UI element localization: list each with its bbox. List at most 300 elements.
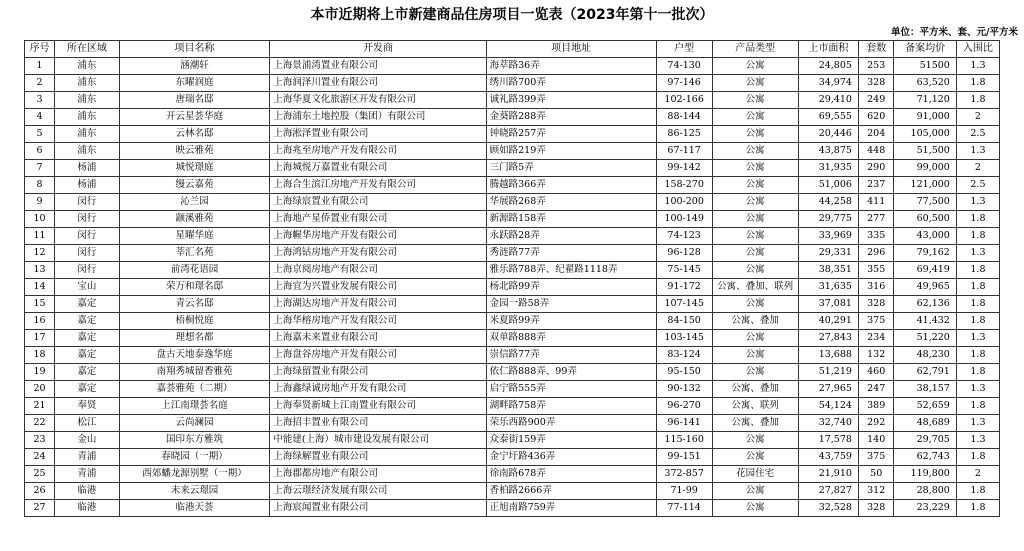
- table-row: [25, 228, 1000, 245]
- cell-address: 金葵路288弄: [486, 109, 656, 126]
- cell-unit-type: 99-142: [656, 160, 712, 177]
- cell-units: 253: [858, 58, 894, 75]
- cell-address: 米夏路99弄: [486, 313, 656, 330]
- cell-district: 闵行: [55, 228, 120, 245]
- cell-unit-type: 99-151: [656, 449, 712, 466]
- cell-product-type: 公寓: [712, 330, 798, 347]
- cell-units: 375: [858, 449, 894, 466]
- cell-index: 9: [25, 194, 55, 211]
- unit-note: 单位：平方米、套、元/平方米: [891, 27, 1018, 38]
- cell-district: 嘉定: [55, 347, 120, 364]
- cell-index: 16: [25, 313, 55, 330]
- cell-unit-type: 77-114: [656, 500, 712, 517]
- table-row: [25, 245, 1000, 262]
- cell-avg-price: 28,800: [894, 483, 956, 500]
- table-row: [25, 194, 1000, 211]
- cell-product-type: 公寓: [712, 126, 798, 143]
- cell-project-name: 云尚澜园: [119, 415, 270, 432]
- cell-district: 浦东: [55, 143, 120, 160]
- cell-unit-type: 74-130: [656, 58, 712, 75]
- cell-ratio: 2: [956, 109, 999, 126]
- cell-project-name: 前湾花语园: [119, 262, 270, 279]
- table-row: [25, 466, 1000, 483]
- cell-units: 389: [858, 398, 894, 415]
- cell-address: 三门路5弄: [486, 160, 656, 177]
- cell-developer: 上海京阅房地产有限公司: [270, 262, 486, 279]
- cell-area: 40,291: [798, 313, 858, 330]
- cell-avg-price: 29,705: [894, 432, 956, 449]
- header-cell: 上市面积: [798, 41, 858, 58]
- cell-ratio: 1.3: [956, 245, 999, 262]
- cell-project-name: 梧桐悦庭: [119, 313, 270, 330]
- cell-address: 湖畔路758弄: [486, 398, 656, 415]
- cell-project-name: 颛溪雅苑: [119, 211, 270, 228]
- cell-unit-type: 97-146: [656, 75, 712, 92]
- cell-ratio: 1.8: [956, 347, 999, 364]
- cell-index: 4: [25, 109, 55, 126]
- cell-developer: 上海兆至房地产开发有限公司: [270, 143, 486, 160]
- cell-address: 金宁圩路436弄: [486, 449, 656, 466]
- cell-developer: 上海绿留置业有限公司: [270, 364, 486, 381]
- cell-project-name: 云林名邸: [119, 126, 270, 143]
- cell-developer: 上海宸闻置业有限公司: [270, 500, 486, 517]
- table-row: [25, 364, 1000, 381]
- cell-unit-type: 96-270: [656, 398, 712, 415]
- cell-area: 38,351: [798, 262, 858, 279]
- cell-unit-type: 88-144: [656, 109, 712, 126]
- cell-index: 8: [25, 177, 55, 194]
- cell-product-type: 公寓: [712, 228, 798, 245]
- header-cell: 项目地址: [486, 41, 656, 58]
- cell-units: 132: [858, 347, 894, 364]
- header-cell: 备案均价: [894, 41, 956, 58]
- cell-project-name: 未来云璟园: [119, 483, 270, 500]
- cell-avg-price: 62,791: [894, 364, 956, 381]
- cell-project-name: 开云星荟华庭: [119, 109, 270, 126]
- cell-product-type: 花园住宅: [712, 466, 798, 483]
- cell-area: 33,969: [798, 228, 858, 245]
- cell-developer: 上海绿解置业有限公司: [270, 449, 486, 466]
- table-row: [25, 330, 1000, 347]
- cell-area: 21,910: [798, 466, 858, 483]
- table-row: [25, 211, 1000, 228]
- cell-index: 14: [25, 279, 55, 296]
- cell-product-type: 公寓: [712, 194, 798, 211]
- cell-unit-type: 83-124: [656, 347, 712, 364]
- cell-avg-price: 119,800: [894, 466, 956, 483]
- cell-unit-type: 90-132: [656, 381, 712, 398]
- cell-avg-price: 121,000: [894, 177, 956, 194]
- table-row: [25, 449, 1000, 466]
- cell-area: 29,410: [798, 92, 858, 109]
- cell-district: 杨浦: [55, 160, 120, 177]
- cell-area: 51,006: [798, 177, 858, 194]
- cell-index: 23: [25, 432, 55, 449]
- cell-address: 崇信路77弄: [486, 347, 656, 364]
- cell-product-type: 公寓、叠加: [712, 415, 798, 432]
- cell-project-name: 南翔秀城留香雅苑: [119, 364, 270, 381]
- cell-unit-type: 91-172: [656, 279, 712, 296]
- cell-product-type: 公寓: [712, 347, 798, 364]
- cell-units: 50: [858, 466, 894, 483]
- cell-ratio: 1.8: [956, 92, 999, 109]
- cell-address: 依仁路888弄、99弄: [486, 364, 656, 381]
- cell-avg-price: 62,136: [894, 296, 956, 313]
- table-row: [25, 75, 1000, 92]
- cell-unit-type: 96-128: [656, 245, 712, 262]
- cell-address: 金园一路58弄: [486, 296, 656, 313]
- cell-address: 香柏路2666弄: [486, 483, 656, 500]
- cell-unit-type: 115-160: [656, 432, 712, 449]
- cell-developer: 上海浦东土地控股（集团）有限公司: [270, 109, 486, 126]
- cell-units: 290: [858, 160, 894, 177]
- table-row: [25, 483, 1000, 500]
- cell-avg-price: 69,419: [894, 262, 956, 279]
- cell-developer: 上海奉贤新城上江南置业有限公司: [270, 398, 486, 415]
- cell-ratio: 1.3: [956, 58, 999, 75]
- cell-ratio: 2.5: [956, 177, 999, 194]
- table-row: [25, 279, 1000, 296]
- cell-project-name: 东曜润庭: [119, 75, 270, 92]
- cell-index: 13: [25, 262, 55, 279]
- cell-index: 25: [25, 466, 55, 483]
- cell-index: 24: [25, 449, 55, 466]
- cell-project-name: 青云名邸: [119, 296, 270, 313]
- cell-developer: 上海合生滨江房地产开发有限公司: [270, 177, 486, 194]
- cell-project-name: 城悦璟庭: [119, 160, 270, 177]
- cell-product-type: 公寓: [712, 245, 798, 262]
- table-row: [25, 313, 1000, 330]
- cell-avg-price: 105,000: [894, 126, 956, 143]
- header-cell: 序号: [25, 41, 55, 58]
- cell-ratio: 1.8: [956, 398, 999, 415]
- cell-area: 29,775: [798, 211, 858, 228]
- cell-district: 浦东: [55, 58, 120, 75]
- cell-district: 浦东: [55, 75, 120, 92]
- cell-unit-type: 158-270: [656, 177, 712, 194]
- cell-area: 54,124: [798, 398, 858, 415]
- cell-units: 234: [858, 330, 894, 347]
- cell-product-type: 公寓: [712, 432, 798, 449]
- cell-unit-type: 100-149: [656, 211, 712, 228]
- cell-project-name: 涵潮轩: [119, 58, 270, 75]
- cell-project-name: 西郊蟠龙源别墅（一期）: [119, 466, 270, 483]
- cell-product-type: 公寓: [712, 92, 798, 109]
- cell-avg-price: 51,500: [894, 143, 956, 160]
- cell-district: 松江: [55, 415, 120, 432]
- cell-ratio: 1.8: [956, 75, 999, 92]
- cell-district: 杨浦: [55, 177, 120, 194]
- cell-district: 闵行: [55, 211, 120, 228]
- cell-district: 宝山: [55, 279, 120, 296]
- cell-avg-price: 63,520: [894, 75, 956, 92]
- cell-units: 296: [858, 245, 894, 262]
- header-row: [25, 41, 1000, 58]
- cell-district: 嘉定: [55, 330, 120, 347]
- cell-index: 15: [25, 296, 55, 313]
- cell-address: 海萃路36弄: [486, 58, 656, 75]
- cell-index: 18: [25, 347, 55, 364]
- cell-avg-price: 41,432: [894, 313, 956, 330]
- cell-units: 411: [858, 194, 894, 211]
- cell-area: 43,759: [798, 449, 858, 466]
- cell-index: 17: [25, 330, 55, 347]
- cell-ratio: 1.8: [956, 313, 999, 330]
- cell-district: 青浦: [55, 466, 120, 483]
- table-row: [25, 347, 1000, 364]
- cell-unit-type: 84-150: [656, 313, 712, 330]
- cell-units: 620: [858, 109, 894, 126]
- cell-address: 启宁路555弄: [486, 381, 656, 398]
- cell-district: 青浦: [55, 449, 120, 466]
- cell-units: 355: [858, 262, 894, 279]
- table-body: [25, 58, 1000, 517]
- cell-avg-price: 60,500: [894, 211, 956, 228]
- header-cell: 入围比: [956, 41, 999, 58]
- cell-unit-type: 74-123: [656, 228, 712, 245]
- cell-units: 448: [858, 143, 894, 160]
- cell-unit-type: 100-200: [656, 194, 712, 211]
- cell-ratio: 2: [956, 466, 999, 483]
- cell-area: 37,081: [798, 296, 858, 313]
- cell-product-type: 公寓、叠加: [712, 313, 798, 330]
- cell-product-type: 公寓: [712, 500, 798, 517]
- cell-district: 嘉定: [55, 296, 120, 313]
- cell-index: 22: [25, 415, 55, 432]
- table-row: [25, 432, 1000, 449]
- cell-unit-type: 75-145: [656, 262, 712, 279]
- cell-project-name: 春晓园（一期）: [119, 449, 270, 466]
- cell-product-type: 公寓、叠加、联列: [712, 279, 798, 296]
- table-row: [25, 500, 1000, 517]
- cell-address: 荣乐西路900弄: [486, 415, 656, 432]
- cell-units: 460: [858, 364, 894, 381]
- cell-address: 永跃路28弄: [486, 228, 656, 245]
- cell-district: 嘉定: [55, 381, 120, 398]
- cell-district: 浦东: [55, 109, 120, 126]
- header-cell: 套数: [858, 41, 894, 58]
- cell-project-name: 映云雅苑: [119, 143, 270, 160]
- cell-avg-price: 99,000: [894, 160, 956, 177]
- table-row: [25, 381, 1000, 398]
- cell-ratio: 1.3: [956, 143, 999, 160]
- cell-ratio: 1.8: [956, 279, 999, 296]
- cell-district: 浦东: [55, 126, 120, 143]
- cell-avg-price: 49,965: [894, 279, 956, 296]
- cell-product-type: 公寓: [712, 143, 798, 160]
- cell-ratio: 1.3: [956, 381, 999, 398]
- cell-address: 秀涟路77弄: [486, 245, 656, 262]
- cell-district: 闵行: [55, 245, 120, 262]
- cell-units: 328: [858, 296, 894, 313]
- cell-developer: 上海城悦万嘉置业有限公司: [270, 160, 486, 177]
- cell-district: 闵行: [55, 262, 120, 279]
- table-row: [25, 160, 1000, 177]
- cell-ratio: 1.3: [956, 432, 999, 449]
- cell-unit-type: 107-145: [656, 296, 712, 313]
- cell-area: 24,805: [798, 58, 858, 75]
- cell-avg-price: 62,743: [894, 449, 956, 466]
- cell-ratio: 1.8: [956, 500, 999, 517]
- cell-address: 正旭南路759弄: [486, 500, 656, 517]
- cell-address: 绣川路700弄: [486, 75, 656, 92]
- cell-area: 43,875: [798, 143, 858, 160]
- cell-project-name: 上江南璟荟名庭: [119, 398, 270, 415]
- cell-avg-price: 52,659: [894, 398, 956, 415]
- housing-projects-table: [24, 40, 1000, 517]
- cell-address: 新源路158弄: [486, 211, 656, 228]
- cell-unit-type: 96-141: [656, 415, 712, 432]
- cell-developer: 上海湖达房地产开发有限公司: [270, 296, 486, 313]
- cell-project-name: 缦云嘉苑: [119, 177, 270, 194]
- cell-units: 312: [858, 483, 894, 500]
- cell-developer: 上海盘谷房地产开发有限公司: [270, 347, 486, 364]
- cell-developer: 上海淞泽置业有限公司: [270, 126, 486, 143]
- cell-address: 华展路268弄: [486, 194, 656, 211]
- cell-ratio: 1.8: [956, 296, 999, 313]
- cell-product-type: 公寓: [712, 364, 798, 381]
- cell-district: 嘉定: [55, 364, 120, 381]
- cell-address: 腾越路366弄: [486, 177, 656, 194]
- cell-address: 诚礼路399弄: [486, 92, 656, 109]
- cell-developer: 上海招丰置业有限公司: [270, 415, 486, 432]
- cell-avg-price: 77,500: [894, 194, 956, 211]
- cell-area: 13,688: [798, 347, 858, 364]
- cell-developer: 上海幄华房地产开发有限公司: [270, 228, 486, 245]
- cell-area: 17,578: [798, 432, 858, 449]
- cell-units: 328: [858, 500, 894, 517]
- table-row: [25, 296, 1000, 313]
- header-cell: 项目名称: [119, 41, 270, 58]
- cell-product-type: 公寓: [712, 262, 798, 279]
- cell-units: 277: [858, 211, 894, 228]
- cell-area: 27,843: [798, 330, 858, 347]
- cell-area: 27,827: [798, 483, 858, 500]
- cell-address: 顾如路219弄: [486, 143, 656, 160]
- cell-product-type: 公寓: [712, 449, 798, 466]
- cell-index: 26: [25, 483, 55, 500]
- header-cell: 产品类型: [712, 41, 798, 58]
- cell-ratio: 2: [956, 160, 999, 177]
- cell-index: 1: [25, 58, 55, 75]
- cell-developer: 上海嘉未来置业有限公司: [270, 330, 486, 347]
- cell-avg-price: 79,162: [894, 245, 956, 262]
- cell-project-name: 盘古天地泰逸华庭: [119, 347, 270, 364]
- cell-address: 杨北路99弄: [486, 279, 656, 296]
- cell-area: 69,555: [798, 109, 858, 126]
- cell-avg-price: 51,220: [894, 330, 956, 347]
- cell-units: 335: [858, 228, 894, 245]
- header-cell: 户型: [656, 41, 712, 58]
- cell-product-type: 公寓、叠加: [712, 381, 798, 398]
- cell-ratio: 1.8: [956, 262, 999, 279]
- cell-district: 嘉定: [55, 313, 120, 330]
- cell-index: 10: [25, 211, 55, 228]
- cell-unit-type: 67-117: [656, 143, 712, 160]
- table-row: [25, 143, 1000, 160]
- cell-developer: 上海云璟经济发展有限公司: [270, 483, 486, 500]
- cell-units: 249: [858, 92, 894, 109]
- cell-area: 51,219: [798, 364, 858, 381]
- cell-developer: 上海华榕房地产开发有限公司: [270, 313, 486, 330]
- cell-area: 29,331: [798, 245, 858, 262]
- cell-address: 钟晓路257弄: [486, 126, 656, 143]
- cell-index: 6: [25, 143, 55, 160]
- cell-developer: 上海润泽川置业有限公司: [270, 75, 486, 92]
- cell-units: 237: [858, 177, 894, 194]
- cell-ratio: 1.8: [956, 364, 999, 381]
- cell-address: 雅乐路788弄、纪翟路1118弄: [486, 262, 656, 279]
- cell-avg-price: 48,230: [894, 347, 956, 364]
- cell-project-name: 理想名都: [119, 330, 270, 347]
- cell-product-type: 公寓、联列: [712, 398, 798, 415]
- cell-units: 204: [858, 126, 894, 143]
- cell-address: 众泰街159弄: [486, 432, 656, 449]
- cell-index: 20: [25, 381, 55, 398]
- cell-area: 27,965: [798, 381, 858, 398]
- cell-index: 2: [25, 75, 55, 92]
- cell-ratio: 1.3: [956, 415, 999, 432]
- cell-index: 3: [25, 92, 55, 109]
- cell-index: 19: [25, 364, 55, 381]
- cell-project-name: 沁兰园: [119, 194, 270, 211]
- cell-area: 31,935: [798, 160, 858, 177]
- cell-product-type: 公寓: [712, 75, 798, 92]
- cell-units: 292: [858, 415, 894, 432]
- cell-index: 12: [25, 245, 55, 262]
- document-title: 本市近期将上市新建商品住房项目一览表（2023年第十一批次）: [310, 7, 714, 23]
- cell-avg-price: 71,120: [894, 92, 956, 109]
- cell-unit-type: 103-145: [656, 330, 712, 347]
- cell-project-name: 莘汇名苑: [119, 245, 270, 262]
- cell-index: 7: [25, 160, 55, 177]
- cell-product-type: 公寓: [712, 109, 798, 126]
- cell-project-name: 嘉荟雅苑（二期）: [119, 381, 270, 398]
- cell-developer: 上海华夏文化旅游区开发有限公司: [270, 92, 486, 109]
- cell-avg-price: 51500: [894, 58, 956, 75]
- cell-avg-price: 38,157: [894, 381, 956, 398]
- cell-index: 27: [25, 500, 55, 517]
- table-row: [25, 177, 1000, 194]
- cell-unit-type: 71-99: [656, 483, 712, 500]
- cell-address: 徐南路678弄: [486, 466, 656, 483]
- cell-area: 34,974: [798, 75, 858, 92]
- cell-developer: 上海鸿钴房地产开发有限公司: [270, 245, 486, 262]
- cell-developer: 上海宜为兴置业发展有限公司: [270, 279, 486, 296]
- table-row: [25, 126, 1000, 143]
- cell-units: 247: [858, 381, 894, 398]
- cell-area: 31,635: [798, 279, 858, 296]
- table-row: [25, 109, 1000, 126]
- cell-district: 临港: [55, 500, 120, 517]
- cell-avg-price: 43,000: [894, 228, 956, 245]
- cell-district: 浦东: [55, 92, 120, 109]
- table-row: [25, 58, 1000, 75]
- cell-area: 44,258: [798, 194, 858, 211]
- cell-district: 奉贤: [55, 398, 120, 415]
- cell-units: 328: [858, 75, 894, 92]
- cell-ratio: 1.3: [956, 330, 999, 347]
- header-cell: 开发商: [270, 41, 486, 58]
- cell-product-type: 公寓: [712, 58, 798, 75]
- cell-project-name: 临港天荟: [119, 500, 270, 517]
- cell-product-type: 公寓: [712, 160, 798, 177]
- cell-developer: 上海景浦湾置业有限公司: [270, 58, 486, 75]
- cell-district: 临港: [55, 483, 120, 500]
- cell-project-name: 荣万和璟名邸: [119, 279, 270, 296]
- cell-developer: 上海绿宸置业有限公司: [270, 194, 486, 211]
- cell-units: 375: [858, 313, 894, 330]
